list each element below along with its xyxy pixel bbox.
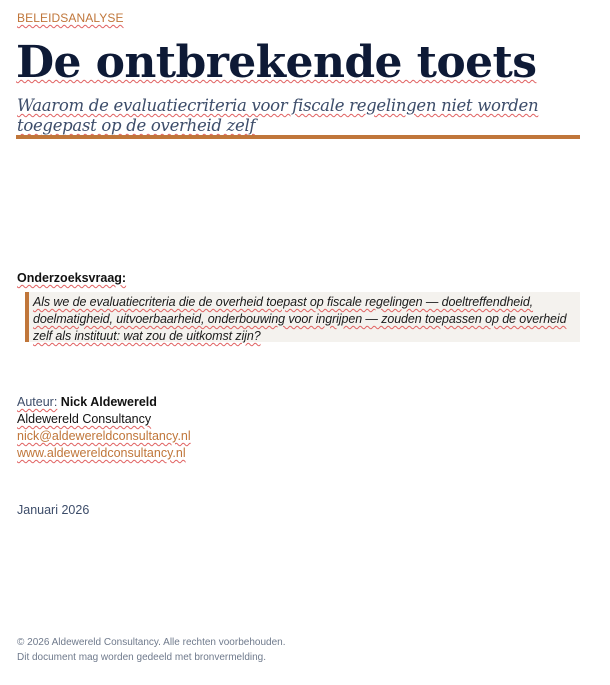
author-label: Auteur: bbox=[17, 395, 58, 409]
research-question-callout bbox=[25, 292, 580, 342]
title-divider bbox=[16, 135, 580, 139]
organization-name: Aldewereld Consultancy bbox=[17, 412, 152, 426]
author-organization bbox=[17, 411, 191, 428]
research-question-label: Onderzoeksvraag: bbox=[17, 271, 127, 285]
author-website-link[interactable]: www.aldewereldconsultancy.nl bbox=[17, 446, 186, 460]
sharing-notice: Dit document mag worden gedeeld met bronvermelding. bbox=[17, 652, 267, 663]
research-question-text: Als we de evaluatiecriteria die de overheid toepast op fiscale regelingen — doeltreffendheid, doelmatigheid, uitvoerbaarheid, onderbouwing voor ingrijpen — zouden toepassen op de overheid zelf als instituut: wat zou de uitkomst zijn? bbox=[33, 295, 567, 343]
publication-date: Januari 2026 bbox=[17, 503, 90, 517]
copyright-notice: © 2026 Aldewereld Consultancy. Alle rechten voorbehouden. bbox=[17, 637, 286, 648]
footer bbox=[17, 635, 285, 665]
author-email-link[interactable]: nick@aldewereldconsultancy.nl bbox=[17, 429, 191, 443]
document-kicker: BELEIDSANALYSE bbox=[17, 11, 124, 25]
author-name: Nick Aldewereld bbox=[60, 395, 157, 409]
document-title: De ontbrekende toets bbox=[16, 37, 537, 88]
author-block bbox=[17, 394, 191, 462]
document-subtitle: Waarom de evaluatiecriteria voor fiscale regelingen niet worden toegepast op de overheid zelf bbox=[17, 96, 539, 135]
